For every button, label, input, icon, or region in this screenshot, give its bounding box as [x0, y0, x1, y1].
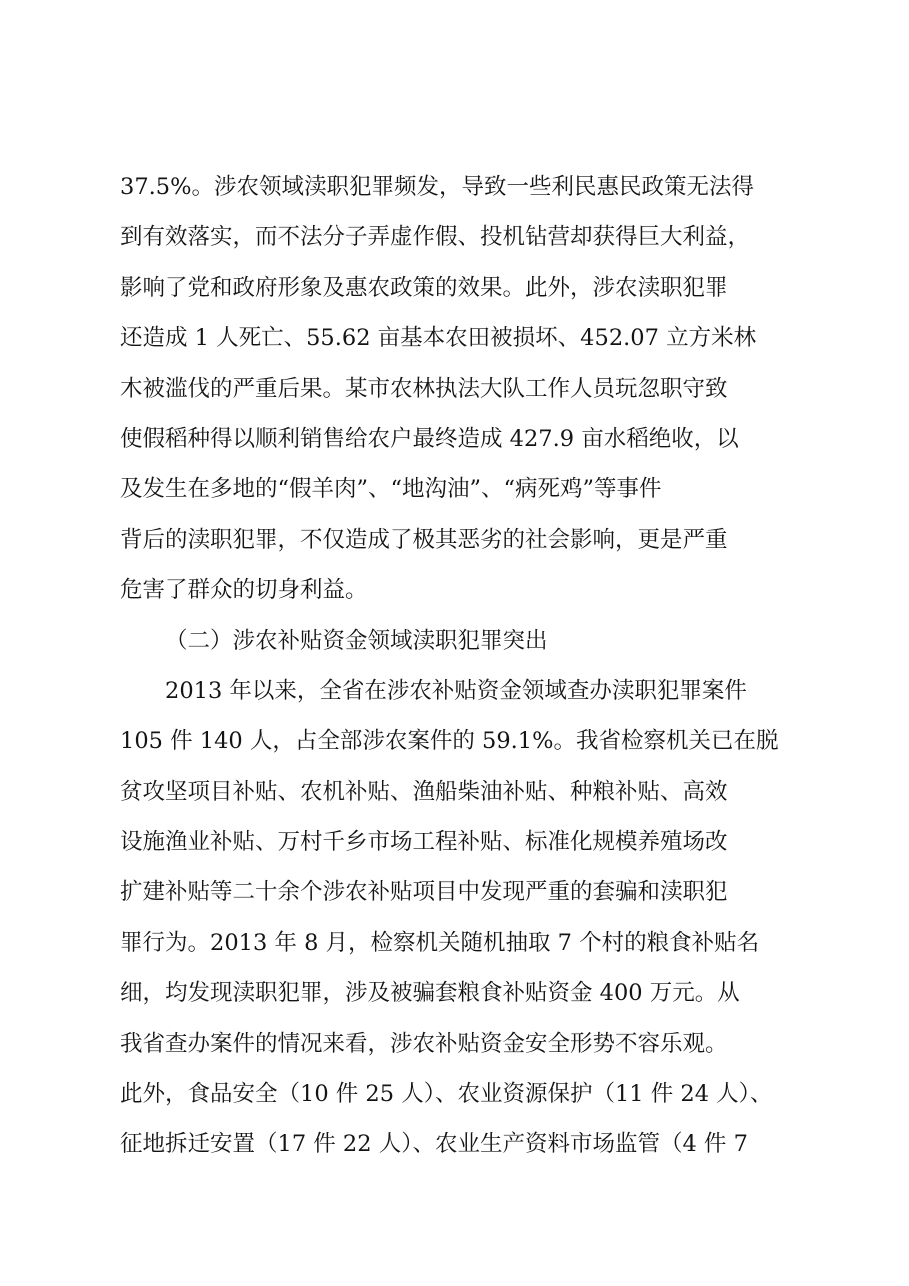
text-line: 设施渔业补贴、万村千乡市场工程补贴、标准化规模养殖场改: [120, 829, 728, 856]
text-line: 贫攻坚项目补贴、农机补贴、渔船柴油补贴、种粮补贴、高效: [120, 778, 728, 805]
text-line: 危害了群众的切身利益。: [120, 577, 368, 604]
text-line: 到有效落实，而不法分子弄虚作假、投机钻营却获得巨大利益，: [120, 224, 751, 251]
text-line: 细，均发现渎职犯罪，涉及被骗套粮食补贴资金 400 万元。从: [120, 980, 740, 1007]
text-line: 木被滥伐的严重后果。某市农林执法大队工作人员玩忽职守致: [120, 375, 728, 402]
text-line: 背后的渎职犯罪，不仅造成了极其恶劣的社会影响，更是严重: [120, 526, 728, 553]
section-heading: （二）涉农补贴资金领域渎职犯罪突出: [165, 627, 548, 654]
text-line: 扩建补贴等二十余个涉农补贴项目中发现严重的套骗和渎职犯: [120, 879, 728, 906]
text-line: 2013 年以来，全省在涉农补贴资金领域查办渎职犯罪案件: [165, 677, 747, 704]
text-line: 及发生在多地的“假羊肉”、“地沟油”、“病死鸡”等事件: [120, 476, 662, 503]
paragraph-continuation: [120, 162, 810, 616]
text-line: 还造成 1 人死亡、55.62 亩基本农田被损坏、452.07 立方米林: [120, 325, 757, 352]
text-line: 征地拆迁安置（17 件 22 人）、农业生产资料市场监管（4 件 7: [120, 1131, 748, 1158]
text-line: 影响了党和政府形象及惠农政策的效果。此外，涉农渎职犯罪: [120, 274, 728, 301]
text-line: 罪行为。2013 年 8 月，检察机关随机抽取 7 个村的粮食补贴名: [120, 929, 760, 956]
paragraph-two: [120, 666, 810, 1170]
text-line: 我省查办案件的情况来看，涉农补贴资金安全形势不容乐观。: [120, 1030, 728, 1057]
text-line: 此外，食品安全（10 件 25 人）、农业资源保护（11 件 24 人）、: [120, 1081, 773, 1108]
text-line: 使假稻种得以顺利销售给农户最终造成 427.9 亩水稻绝收，以: [120, 425, 739, 452]
text-line: 105 件 140 人，占全部涉农案件的 59.1%。我省检察机关已在脱: [120, 728, 779, 755]
document-body: [120, 162, 810, 1170]
text-line: 37.5%。涉农领域渎职犯罪频发，导致一些利民惠民政策无法得: [120, 174, 754, 200]
